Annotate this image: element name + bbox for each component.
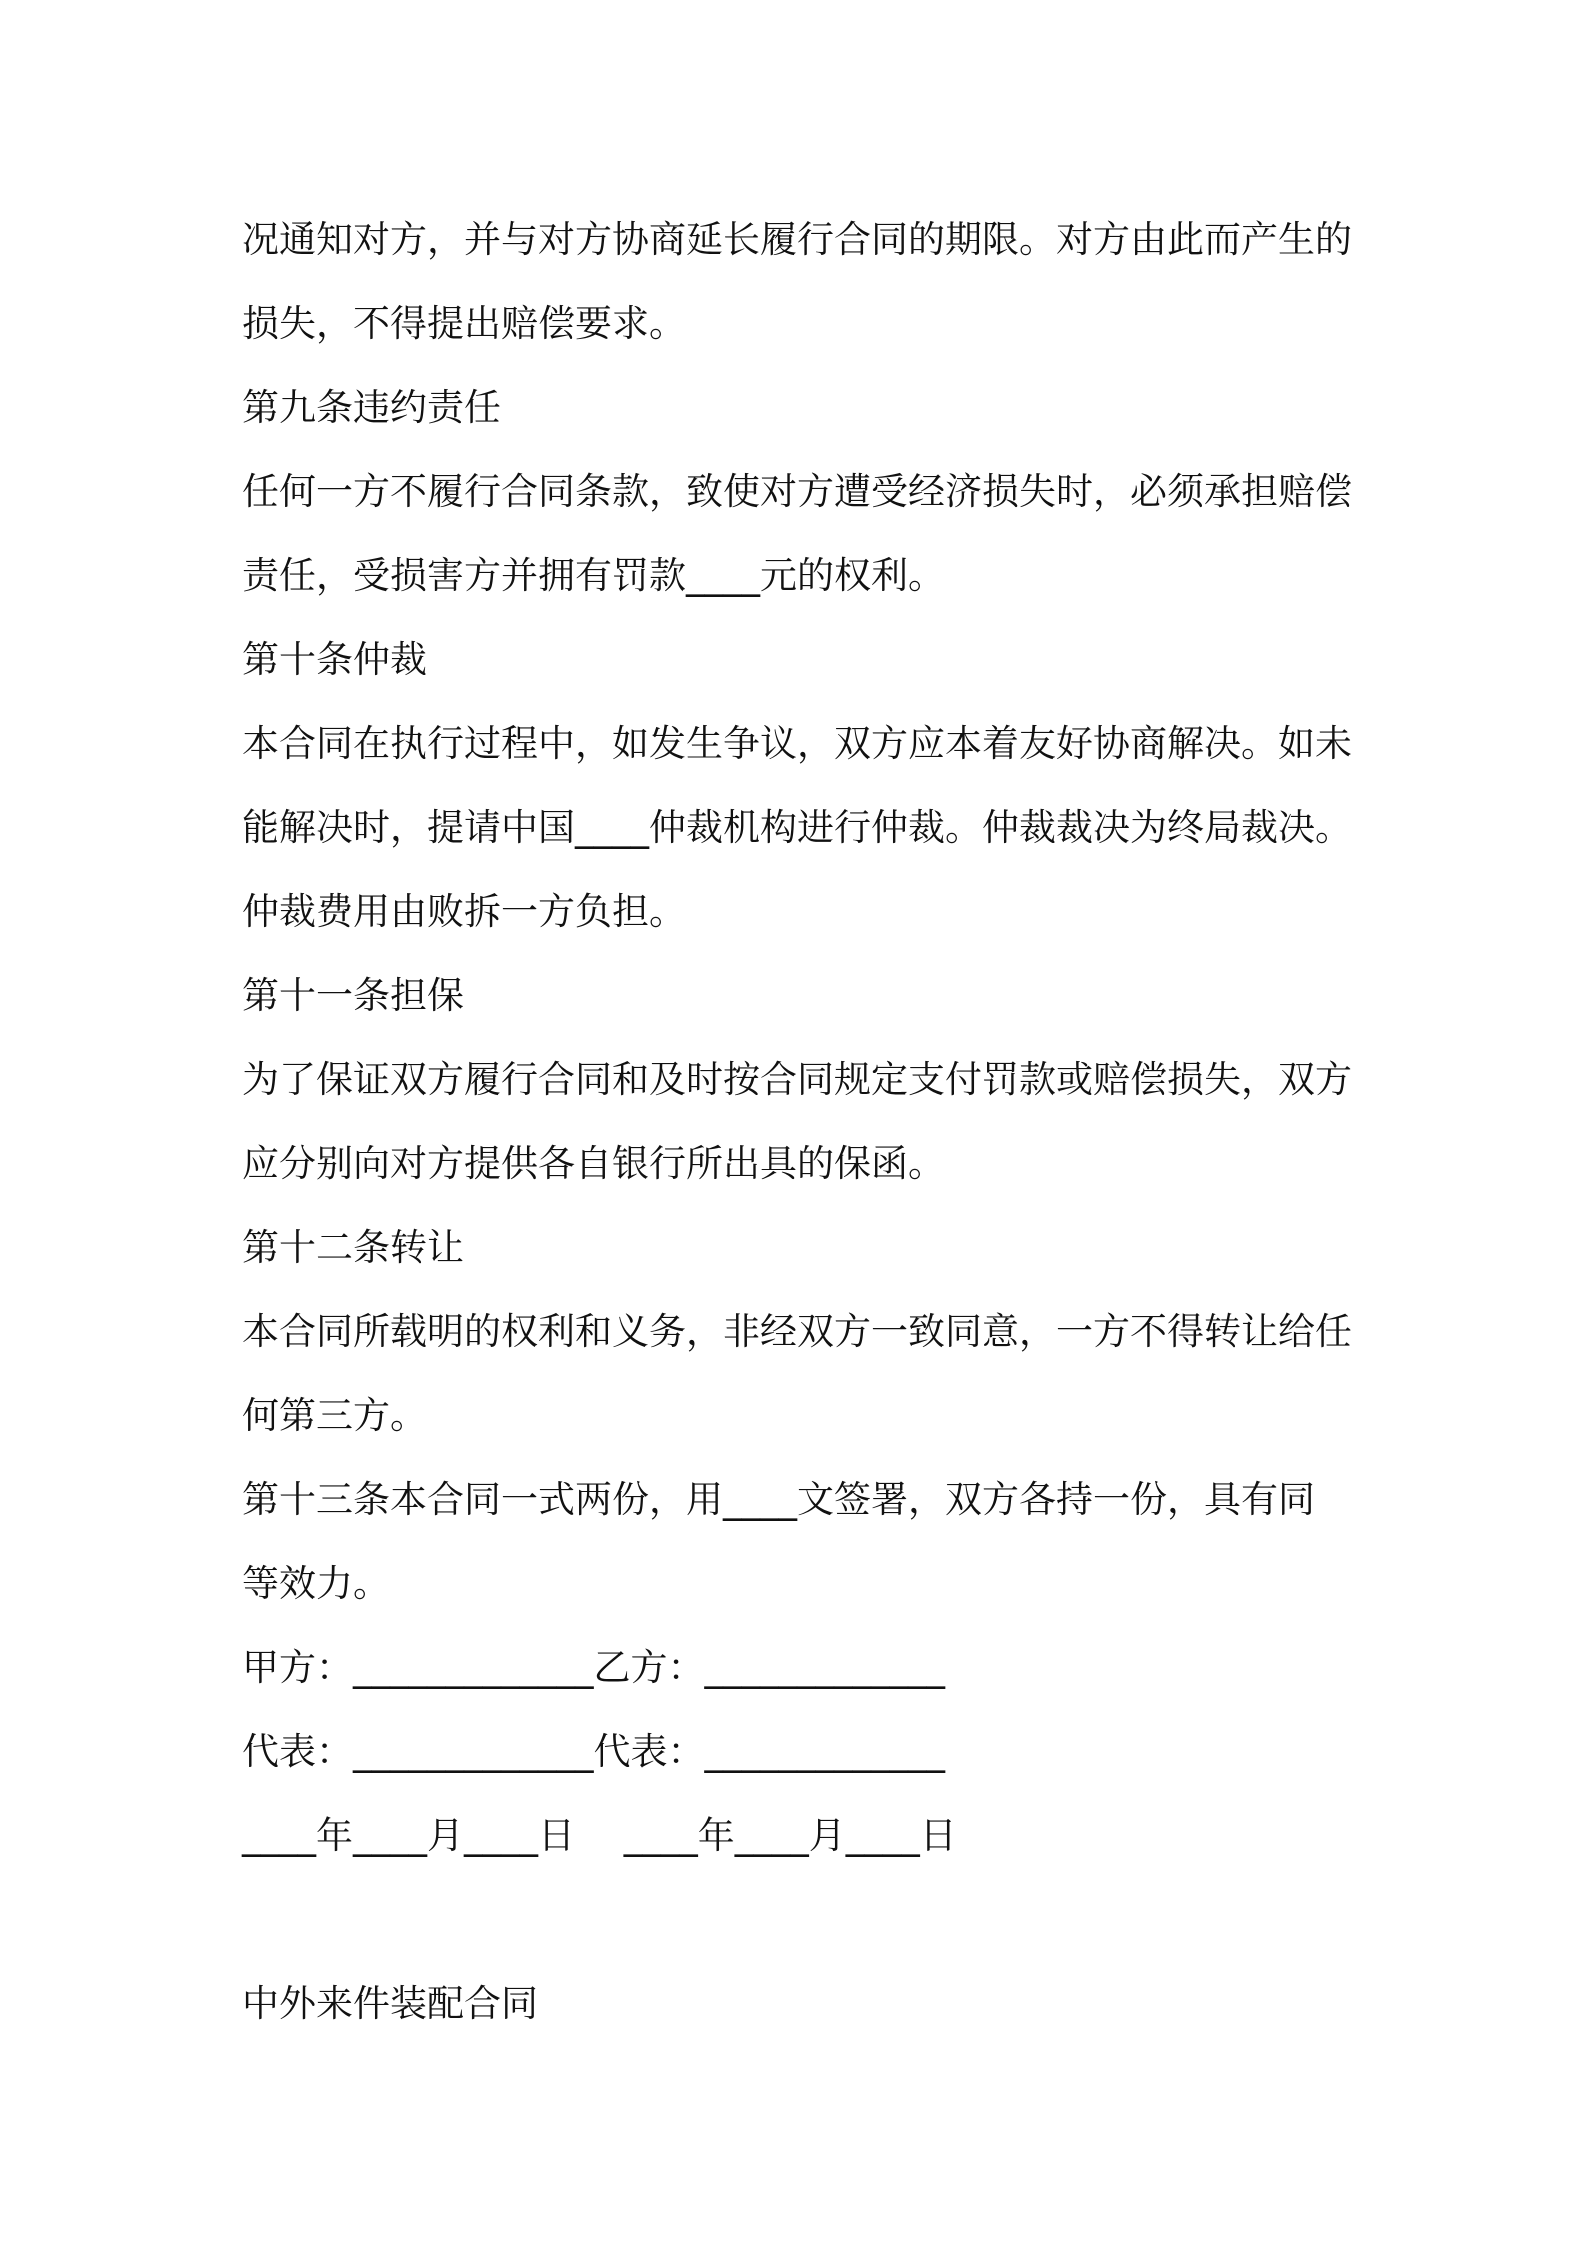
signature-parties-line: 甲方：_____________乙方：_____________ — [242, 1646, 945, 1689]
article-heading: 第十条仲裁 — [242, 638, 427, 681]
body-line: 为了保证双方履行合同和及时按合同规定支付罚款或赔偿损失，双方 — [242, 1058, 1352, 1101]
signature-date-line: ____年____月____日 ____年____月____日 — [242, 1814, 957, 1857]
body-line: 本合同在执行过程中，如发生争议，双方应本着友好协商解决。如未 — [242, 722, 1352, 765]
signature-representatives-line: 代表：_____________代表：_____________ — [242, 1730, 945, 1773]
body-line: 损失，不得提出赔偿要求。 — [242, 302, 686, 345]
body-line: 任何一方不履行合同条款，致使对方遭受经济损失时，必须承担赔偿 — [242, 470, 1352, 513]
body-line: 责任，受损害方并拥有罚款____元的权利。 — [242, 554, 945, 597]
next-contract-title: 中外来件装配合同 — [242, 1982, 538, 2025]
body-line: 应分别向对方提供各自银行所出具的保函。 — [242, 1142, 945, 1185]
article-heading: 第十二条转让 — [242, 1226, 464, 1269]
body-line: 何第三方。 — [242, 1394, 427, 1437]
blank-gap — [242, 1878, 1362, 1962]
body-line: 能解决时，提请中国____仲裁机构进行仲裁。仲裁裁决为终局裁决。 — [242, 806, 1352, 849]
body-line: 仲裁费用由败拆一方负担。 — [242, 890, 686, 933]
body-line: 况通知对方，并与对方协商延长履行合同的期限。对方由此而产生的 — [242, 218, 1352, 261]
body-line: 本合同所载明的权利和义务，非经双方一致同意，一方不得转让给任 — [242, 1310, 1352, 1353]
article-heading: 第九条违约责任 — [242, 386, 501, 429]
document-body — [242, 198, 1362, 2046]
article-heading: 第十一条担保 — [242, 974, 464, 1017]
body-line: 等效力。 — [242, 1562, 390, 1605]
body-line: 第十三条本合同一式两份，用____文签署，双方各持一份，具有同 — [242, 1478, 1315, 1521]
